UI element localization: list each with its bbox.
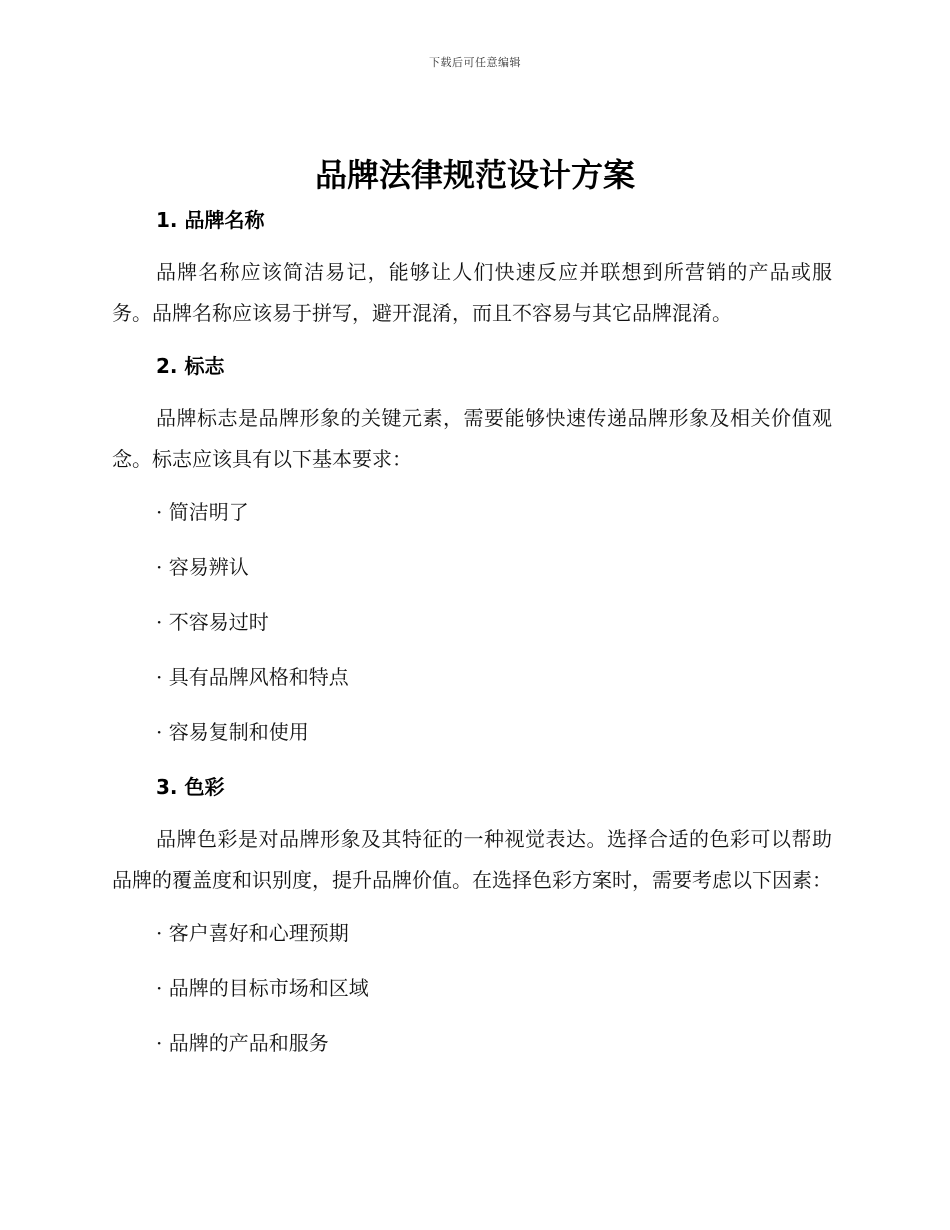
list-item: · 品牌的目标市场和区域 [156,976,369,1000]
section-logo [112,346,832,753]
list-item: · 客户喜好和心理预期 [156,921,349,945]
section-color [112,767,832,1064]
list-item: · 容易复制和使用 [156,720,309,744]
list-item: · 具有品牌风格和特点 [156,665,349,689]
section-paragraph: 品牌名称应该简洁易记，能够让人们快速反应并联想到所营销的产品或服务。品牌名称应该易于拼写，避开混淆，而且不容易与其它品牌混淆。 [112,260,832,325]
section-paragraph: 品牌标志是品牌形象的关键元素，需要能够快速传递品牌形象及相关价值观念。标志应该具有以下基本要求： [112,406,832,471]
list-item: · 品牌的产品和服务 [156,1031,329,1055]
page-title: 品牌法律规范设计方案 [314,156,635,194]
section-paragraph: 品牌色彩是对品牌形象及其特征的一种视觉表达。选择合适的色彩可以帮助品牌的覆盖度和识别度，提升品牌价值。在选择色彩方案时，需要考虑以下因素： [112,827,832,892]
section-brand-name [112,200,832,334]
section-heading: 3. 色彩 [156,775,225,799]
list-item: · 容易辨认 [156,555,249,579]
section-heading: 1. 品牌名称 [156,208,265,232]
section-heading: 2. 标志 [156,354,225,378]
list-item: · 简洁明了 [156,500,249,524]
document-body [112,200,832,1078]
list-item: · 不容易过时 [156,610,269,634]
header-note: 下载后可任意编辑 [429,56,521,69]
